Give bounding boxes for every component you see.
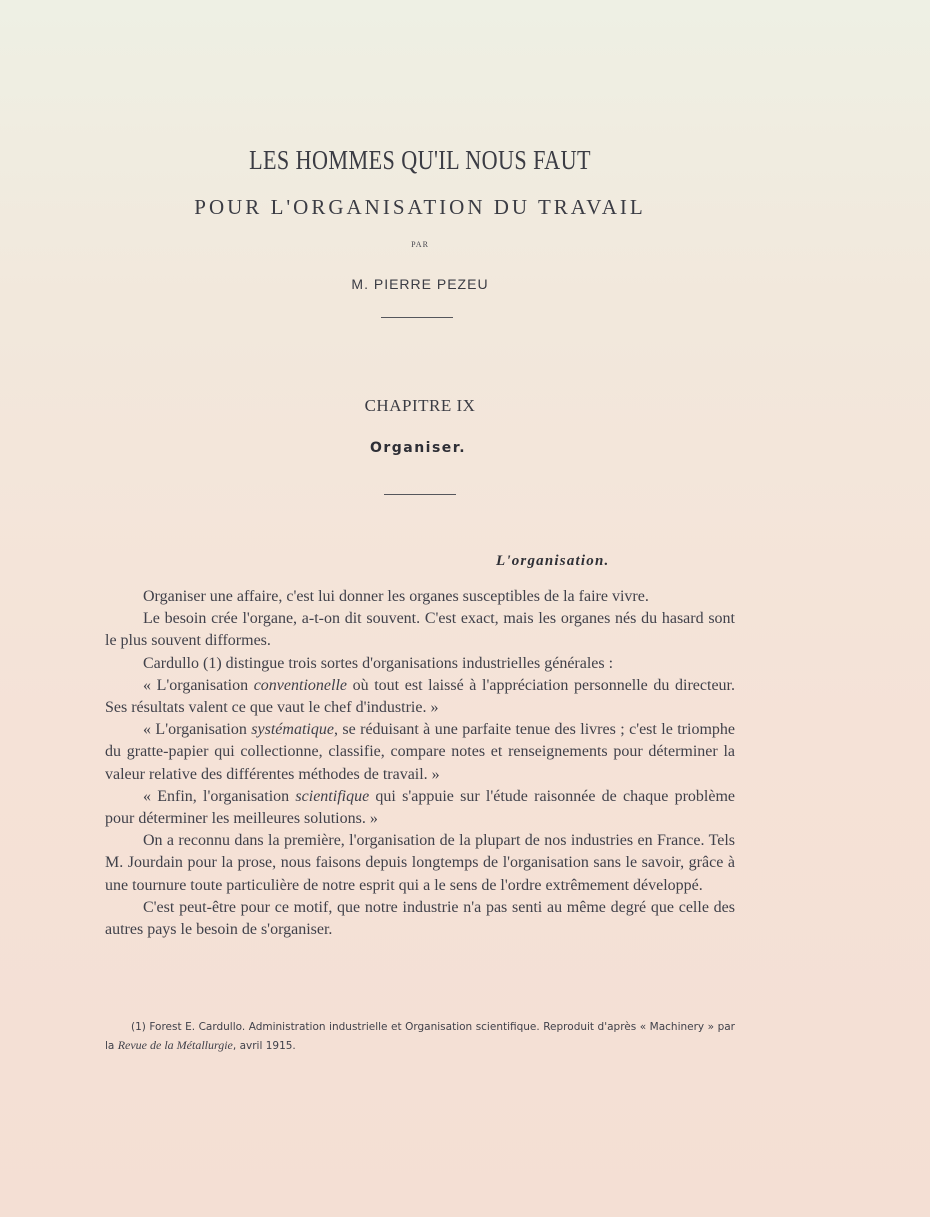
byline-par: PAR bbox=[411, 240, 429, 249]
footnote-text bbox=[105, 1018, 735, 1055]
paragraph-text: , se réduisant à une parfaite tenue des livres ; c'est le triomphe du gratte-papier qui collectionne, classifie, compare notes et renseignements pour déterminer la valeur relative des différentes méthodes de travail. » bbox=[105, 721, 735, 783]
footnote-pre: (1) Forest E. Cardullo. Administration industrielle et Organisation scientifique. Reproduit d'après « Machinery » par la bbox=[105, 1021, 735, 1052]
paragraph: Le besoin crée l'organe, a-t-on dit souvent. C'est exact, mais les organes nés du hasard sont le plus souvent difformes. bbox=[105, 610, 735, 650]
paragraph: C'est peut-être pour ce motif, que notre industrie n'a pas senti au même degré que celle des autres pays le besoin de s'organiser. bbox=[105, 898, 735, 939]
title-divider bbox=[381, 317, 453, 318]
paragraph-emphasis: conventionelle bbox=[253, 676, 347, 694]
section-heading: L'organisation. bbox=[496, 553, 610, 569]
paragraph-emphasis: scientifique bbox=[295, 787, 370, 805]
author-name: M. PIERRE PEZEU bbox=[351, 276, 489, 292]
footnote bbox=[105, 1018, 735, 1055]
body-text bbox=[105, 586, 735, 941]
chapter-title: Organiser. bbox=[369, 440, 467, 456]
chapter-divider bbox=[384, 494, 456, 495]
paragraph-text: « L'organisation bbox=[143, 721, 252, 739]
paragraph-text: « L'organisation bbox=[143, 676, 254, 694]
paragraph: Cardullo (1) distingue trois sortes d'organisations industrielles générales : bbox=[143, 654, 614, 672]
paragraph bbox=[105, 786, 735, 830]
paragraph-text: « Enfin, l'organisation bbox=[143, 787, 296, 805]
paragraph bbox=[105, 719, 735, 786]
paragraph-text: qui s'appuie sur l'étude raisonnée de chaque problème pour déterminer les meilleures solutions. » bbox=[105, 787, 735, 828]
paragraph: On a reconnu dans la première, l'organisation de la plupart de nos industries en France. Tels M. Jourdain pour la prose, nous faisons depuis longtemps de l'organisation sans le savoir, grâce à une tournure toute particulière de notre esprit qui a le sens de l'ordre extrêmement développé. bbox=[105, 832, 735, 894]
footnote-journal: Revue de la Métallurgie bbox=[117, 1038, 233, 1052]
article-subtitle: POUR L'ORGANISATION DU TRAVAIL bbox=[194, 195, 646, 219]
chapter-number: CHAPITRE IX bbox=[364, 396, 476, 415]
article-title: LES HOMMES QU'IL NOUS FAUT bbox=[249, 145, 591, 175]
paragraph bbox=[105, 675, 735, 719]
paragraph-text: où tout est laissé à l'appréciation personnelle du directeur. Ses résultats valent ce que vaut le chef d'industrie. » bbox=[105, 676, 735, 717]
footnote-post: , avril 1915. bbox=[232, 1040, 296, 1052]
paragraph: Organiser une affaire, c'est lui donner les organes susceptibles de la faire vivre. bbox=[143, 588, 649, 605]
paragraph-emphasis: systématique bbox=[251, 721, 334, 739]
